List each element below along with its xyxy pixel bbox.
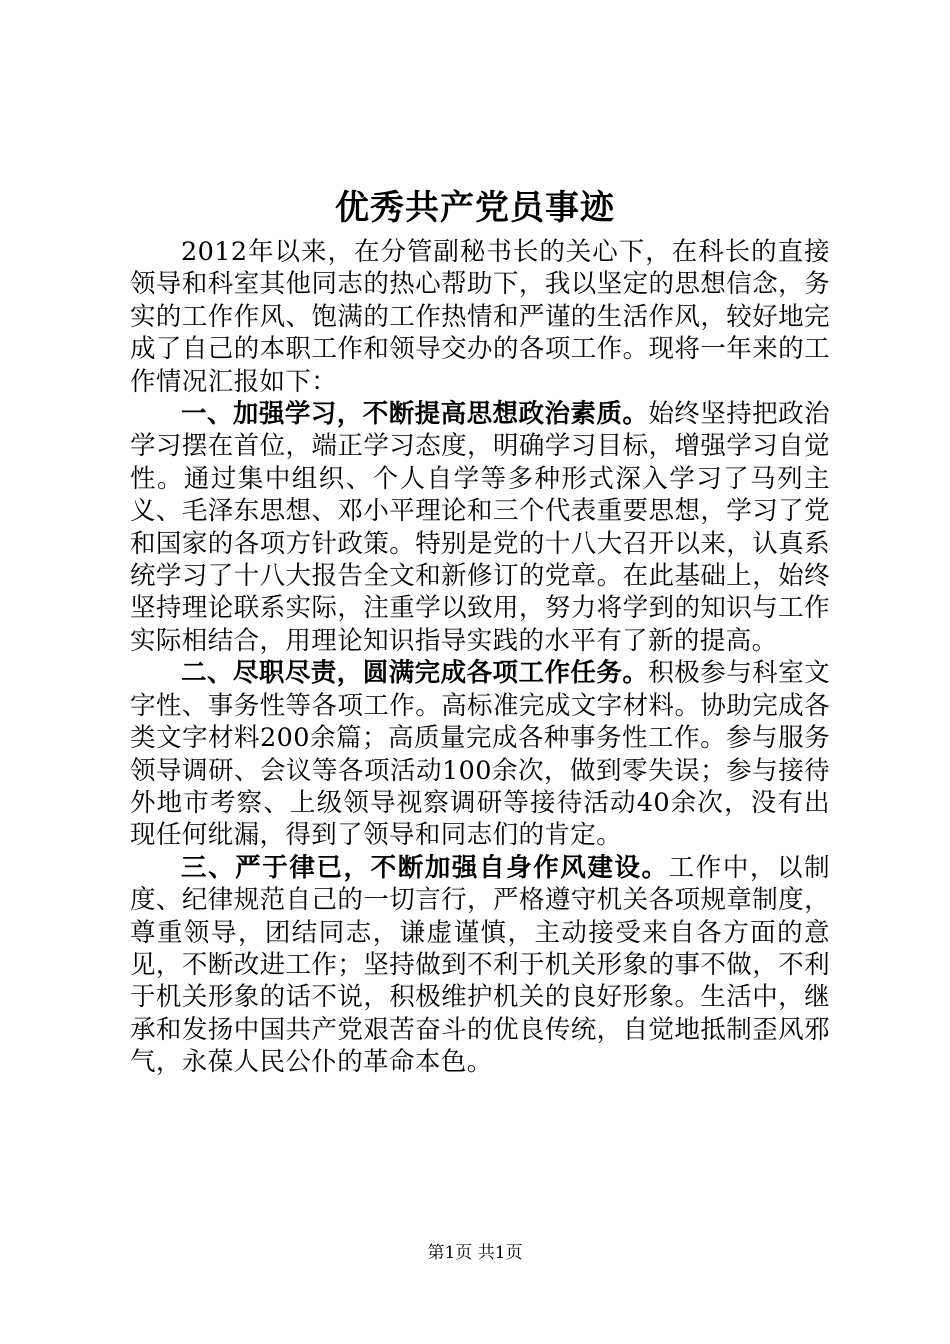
paragraph-text: 始终坚持把政治学习摆在首位，端正学习态度，明确学习目标，增强学习自觉性。通过集中组织、个人自学等多种形式深入学习了马列主义、毛泽东思想、邓小平理论和三个代表重要思想，学习了党和国家的各项方针政策。特别是党的十八大召开以来，认真系统学习了十八大报告全文和新修订的党章。在此基础上，始终坚持理论联系实际，注重学以致用，努力将学到的知识与工作实际相结合，用理论知识指导实践的水平有了新的提高。 <box>130 399 830 656</box>
paragraph-text: 积极参与科室文字性、事务性等各项工作。高标准完成文字材料。协助完成各类文字材料200余篇；高质量完成各种事务性工作。参与服务领导调研、会议等各项活动100余次，做到零失误；参与接待外地市考察、上级领导视察调研等接待活动40余次，没有出现任何纰漏，得到了领导和同志们的肯定。 <box>130 658 830 851</box>
paragraph-text: 2012年以来，在分管副秘书长的关心下，在科长的直接领导和科室其他同志的热心帮助下，我以坚定的思想信念，务实的工作作风、饱满的工作热情和严谨的生活作风，较好地完成了自己的本职工作和领导交办的各项工作。现将一年来的工作情况汇报如下： <box>130 237 830 397</box>
document-title: 优秀共产党员事迹 <box>335 188 615 228</box>
section-paragraph-3 <box>130 852 830 1079</box>
paragraph-text: 工作中，以制度、纪律规范自己的一切言行，严格遵守机关各项规章制度，尊重领导，团结同志，谦虚谨慎，主动接受来自各方面的意见，不断改进工作；坚持做到不利于机关形象的事不做，不利于机关形象的话不说，积极维护机关的良好形象。生活中，继承和发扬中国共产党艰苦奋斗的优良传统，自觉地抵制歪风邪气，永葆人民公仆的革命本色。 <box>130 852 830 1078</box>
section-heading-3: 三、严于律已，不断加强自身作风建设。 <box>181 852 669 883</box>
document-body <box>130 236 830 1079</box>
page-footer: 第1页 共1页 <box>427 1243 523 1263</box>
section-heading-2: 二、尽职尽责，圆满完成各项工作任务。 <box>181 658 649 689</box>
section-paragraph-1 <box>130 398 830 657</box>
section-heading-1: 一、加强学习，不断提高思想政治素质。 <box>181 399 649 430</box>
section-paragraph-2 <box>130 657 830 851</box>
intro-paragraph <box>130 236 830 398</box>
